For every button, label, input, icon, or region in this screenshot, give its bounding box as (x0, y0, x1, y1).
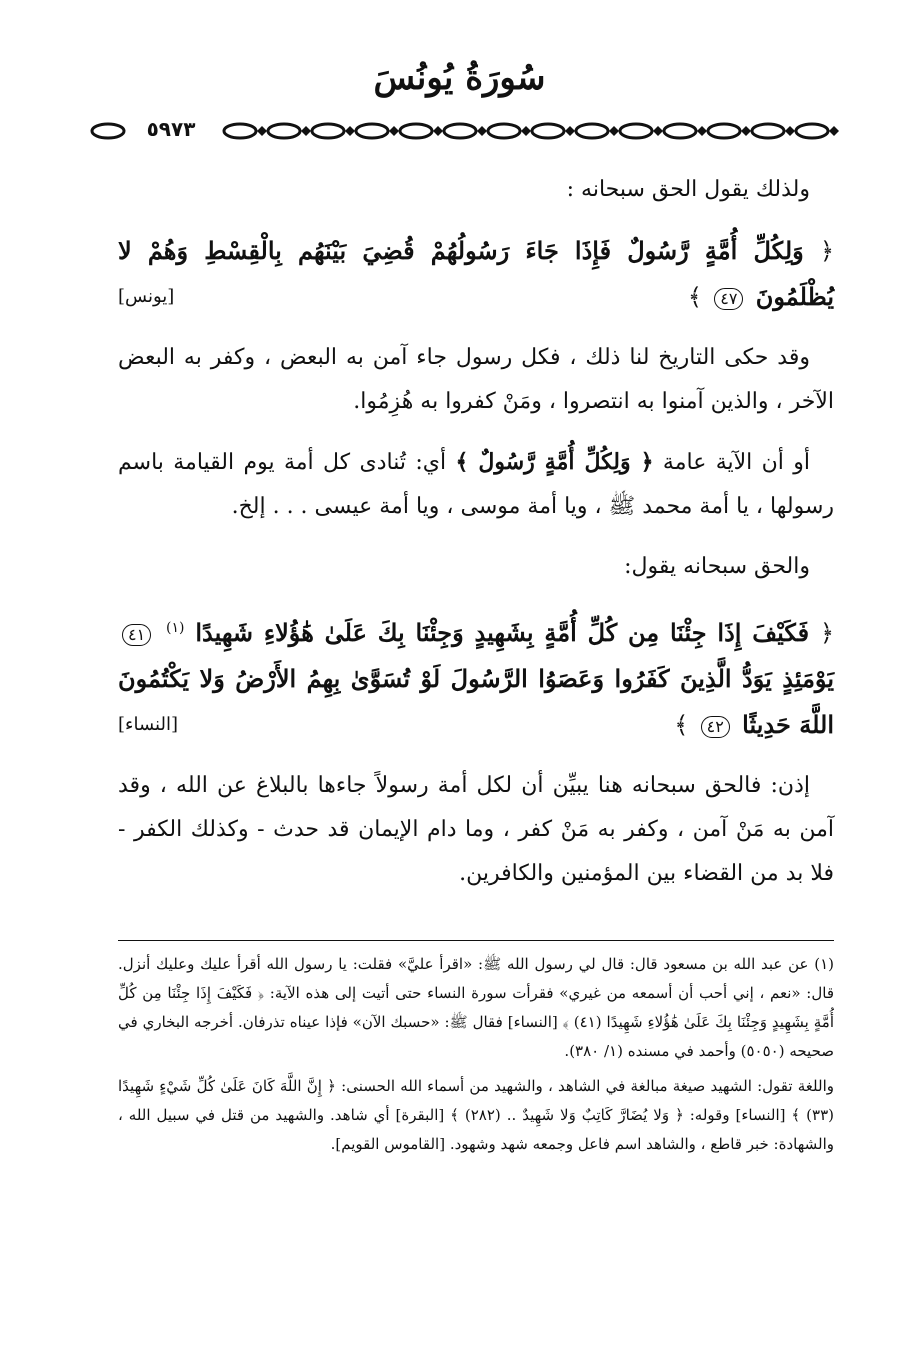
paragraph-text: أي: تُنادى كل أمة يوم القيامة باسم رسولها ، يا أمة محمد ﷺ ، ويا أمة موسى ، ويا أمة عيسى . . . إلخ. (118, 450, 834, 519)
footnotes (118, 950, 834, 1165)
verse-open-ornament: ﴿ (819, 619, 834, 647)
paragraph-history: وقد حكى التاريخ لنا ذلك ، فكل رسول جاء آمن به البعض ، وكفر به البعض الآخر ، والذين آمنوا به انتصروا ، ومَنْ كفروا به هُزِمُوا. (118, 345, 834, 414)
paragraph-conclusion: إذن: فالحق سبحانه هنا يبيِّن أن لكل أمة رسولاً جاءها بالبلاغ عن الله ، وقد آمن به مَنْ آمن ، وكفر به مَنْ كفر ، وما دام الإيمان قد حدث - وكذلك الكفر - فلا بد من القضاء بين المؤمنين والكافرين. (118, 773, 834, 886)
verse-open-ornament: ﴿ (819, 237, 834, 265)
page-number: ٥٩٧٣ (130, 117, 212, 141)
paragraph-general-verse (118, 440, 834, 529)
footnote-divider (118, 940, 834, 941)
verse-number: ٤١ (122, 624, 151, 646)
verse-number: ٤٧ (714, 288, 743, 310)
verse-text: فَكَيْفَ إِذَا جِئْنَا مِن كُلِّ أُمَّةٍ بِشَهِيدٍ وَجِئْنَا بِكَ عَلَىٰ هَٰؤُلاءِ شَهِيدًا (195, 618, 810, 647)
paragraph-text: أو أن الآية عامة (662, 450, 810, 475)
footnote-1: (١) عن عبد الله بن مسعود قال: قال لي رسول الله ﷺ: «اقرأ عليَّ» فقلت: يا رسول الله أقرأ عليك وعليك أنزل. قال: «نعم ، إني أحب أن أسمعه من غيري» فقرأت سورة النساء حتى أتيت إلى هذه الآية: ﴿ فَكَيْفَ إِذَا جِئْنَا مِن كُلِّ أُمَّةٍ بِشَهِيدٍ وَجِئْنَا بِكَ عَلَىٰ هَٰؤُلاءِ شَهِيدًا (٤١) ﴾ [النساء] فقال ﷺ: «حسبك الآن» فإذا عيناه تذرفان. أخرجه البخاري في صحيحه (٥٠٥٠) وأحمد في مسنده (١/ ٣٨٠). (118, 955, 834, 1060)
verse-yunus-47 (118, 228, 834, 320)
paragraph-lead-in: والحق سبحانه يقول: (624, 554, 810, 579)
footnote-marker: (١) (166, 620, 185, 636)
footnote-2: واللغة تقول: الشهيد صيغة مبالغة في الشاهد ، والشهيد من أسماء الله الحسنى: ﴿ إِنَّ اللَّهَ كَانَ عَلَىٰ كُلِّ شَيْءٍ شَهِيدًا (٣٣) ﴾ [النساء] وقوله: ﴿ وَلا يُضَارَّ كَاتِبٌ وَلا شَهِيدٌ .. (٢٨٢) ﴾ [البقرة] أي شاهد. والشهيد من قتل في سبيل الله ، والشهادة: خبر قاطع ، والشاهد اسم فاعل وجمعه شهد وشهود. [القاموس القويم]. (118, 1077, 834, 1153)
verse-nisa-41-42 (118, 605, 834, 748)
intro-paragraph: ولذلك يقول الحق سبحانه : (566, 177, 810, 202)
surah-reference: [يونس] (118, 286, 175, 307)
surah-title: سُورَةُ يُونُسَ (373, 58, 546, 98)
main-text (118, 168, 834, 912)
verse-text: وَلِكُلِّ أُمَّةٍ رَّسُولٌ فَإِذَا جَاءَ رَسُولُهُمْ قُضِيَ بَيْنَهُم بِالْقِسْطِ وَهُمْ لا يُظْلَمُونَ (118, 236, 834, 311)
verse-number: ٤٢ (701, 716, 730, 738)
verse-close-ornament: ﴾ (687, 283, 702, 311)
verse-text: يَوْمَئِذٍ يَوَدُّ الَّذِينَ كَفَرُوا وَعَصَوُا الرَّسُولَ لَوْ تُسَوَّىٰ بِهِمُ الأَرْضُ وَلا يَكْتُمُونَ اللَّهَ حَدِيثًا (118, 664, 834, 739)
ornamental-border (88, 118, 858, 144)
inline-verse-quote: ﴿ وَلِكُلِّ أُمَّةٍ رَّسُولٌ ﴾ (455, 449, 654, 475)
surah-reference: [النساء] (118, 714, 178, 735)
verse-close-ornament: ﴾ (674, 711, 689, 739)
